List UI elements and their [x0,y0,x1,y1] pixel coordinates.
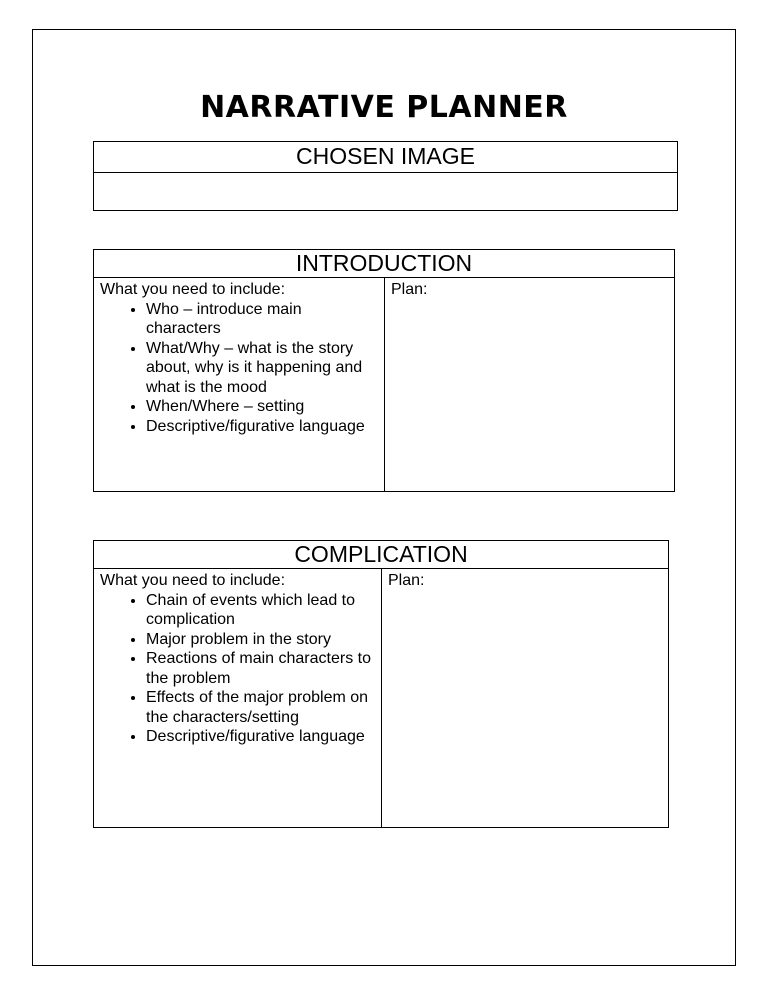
list-item: • What/Why – what is the story about, why is it happening and what is the mood [146,339,378,398]
introduction-include-cell [94,278,385,491]
introduction-plan-label: Plan: [391,281,428,298]
introduction-include-label: What you need to include: [100,281,286,298]
complication-plan-label: Plan: [388,572,425,589]
page-title: NARRATIVE PLANNER [200,90,568,125]
list-item: • Major problem in the story [146,630,375,650]
complication-table [93,540,669,828]
list-item: • Who – introduce main characters [146,300,378,339]
chosen-image-heading: CHOSEN IMAGE [94,142,677,173]
complication-heading: COMPLICATION [94,541,668,569]
complication-include-list [100,591,375,747]
introduction-plan-cell[interactable] [385,278,674,491]
complication-include-cell [94,569,382,827]
list-item: • Descriptive/figurative language [146,727,375,747]
list-item: • Chain of events which lead to complication [146,591,375,630]
list-item: • Effects of the major problem on the characters/setting [146,688,375,727]
list-item: • Reactions of main characters to the problem [146,649,375,688]
introduction-heading: INTRODUCTION [94,250,674,278]
list-item: • When/Where – setting [146,397,378,417]
complication-plan-cell[interactable] [382,569,668,827]
list-item: • Descriptive/figurative language [146,417,378,437]
chosen-image-field[interactable] [94,173,677,215]
chosen-image-table [93,141,678,211]
complication-include-label: What you need to include: [100,572,286,589]
introduction-include-list [100,300,378,437]
introduction-table [93,249,675,492]
